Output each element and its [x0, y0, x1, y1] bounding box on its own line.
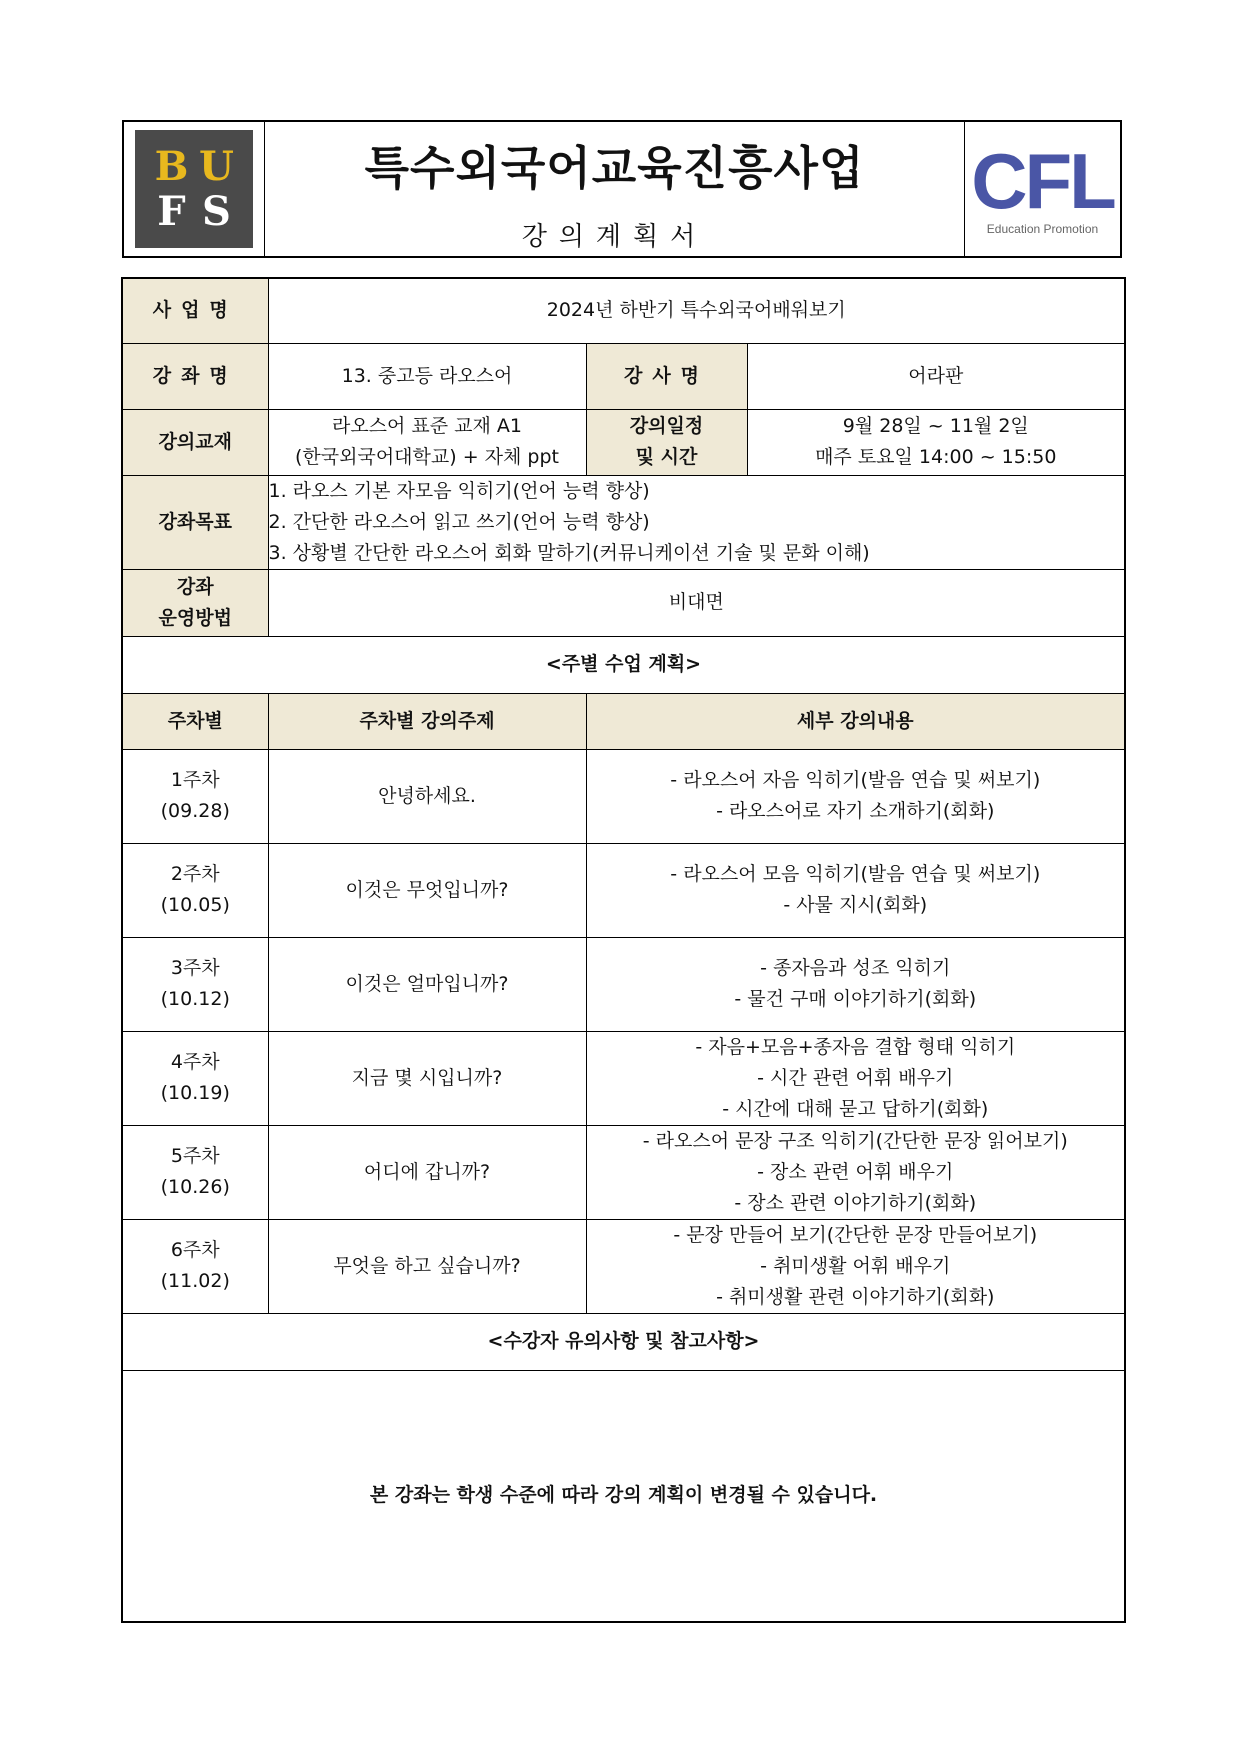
method-value: 비대면 — [268, 569, 1125, 636]
weekly-section-title: <주별 수업 계획> — [122, 636, 1125, 693]
col-topic-header: 주차별 강의주제 — [268, 693, 586, 749]
schedule-label-line: 및 시간 — [635, 446, 698, 468]
method-row — [122, 569, 1125, 636]
detail-item: - 라오스어 자음 익히기(발음 연습 및 써보기) — [670, 769, 1041, 791]
detail-item: - 사물 지시(회화) — [783, 894, 928, 916]
project-row — [122, 278, 1125, 343]
project-label: 사업명 — [122, 278, 268, 343]
textbook-value — [268, 409, 586, 475]
week-date: (10.19) — [160, 1082, 230, 1104]
method-label — [122, 569, 268, 636]
week-details — [586, 843, 1125, 937]
detail-item: - 취미생활 어휘 배우기 — [760, 1254, 951, 1277]
schedule-line: 매주 토요일 14:00 ~ 15:50 — [815, 446, 1057, 468]
goals-row — [122, 475, 1125, 569]
week-date: (09.28) — [160, 800, 230, 822]
week-number: 5주차 — [170, 1145, 220, 1167]
document-title: 특수외국어교육진흥사업 — [364, 140, 865, 195]
week-number: 6주차 — [170, 1239, 220, 1261]
week-cell — [122, 1219, 268, 1313]
week-date: (10.12) — [160, 988, 230, 1010]
bufs-logo-letter: B — [154, 142, 189, 190]
week-topic: 지금 몇 시입니까? — [268, 1031, 586, 1125]
schedule-label-line: 강의일정 — [629, 415, 704, 437]
detail-item: - 시간 관련 어휘 배우기 — [757, 1066, 954, 1089]
bufs-logo-cell — [124, 122, 265, 256]
textbook-row — [122, 409, 1125, 475]
notes-row — [122, 1370, 1125, 1622]
week-cell — [122, 749, 268, 843]
detail-item: - 장소 관련 이야기하기(회화) — [734, 1191, 977, 1214]
detail-item: - 종자음과 성조 익히기 — [760, 957, 951, 979]
week-row — [122, 749, 1125, 843]
week-date: (11.02) — [160, 1270, 230, 1292]
notes-section-row — [122, 1313, 1125, 1370]
detail-item: - 라오스어 모음 익히기(발음 연습 및 써보기) — [670, 863, 1041, 885]
week-details — [586, 937, 1125, 1031]
document-header — [122, 120, 1122, 258]
col-detail-header: 세부 강의내용 — [586, 693, 1125, 749]
method-label-line: 운영방법 — [158, 606, 232, 629]
schedule-value — [747, 409, 1125, 475]
bufs-logo-letter: S — [202, 187, 231, 235]
course-plan-table — [121, 277, 1126, 1623]
week-topic: 어디에 갑니까? — [268, 1125, 586, 1219]
instructor-value: 어라판 — [747, 343, 1125, 409]
cfl-logo — [964, 122, 1120, 256]
col-week-header: 주차별 — [122, 693, 268, 749]
detail-item: - 자음+모음+종자음 결합 형태 익히기 — [695, 1035, 1016, 1058]
goals-value — [268, 475, 1125, 569]
textbook-line: 라오스어 표준 교재 A1 — [331, 415, 523, 437]
schedule-label — [586, 409, 747, 475]
week-row — [122, 937, 1125, 1031]
document-subtitle: 강의계획서 — [521, 221, 708, 252]
goal-item: 1. 라오스 기본 자모음 익히기(언어 능력 향상) — [268, 479, 650, 502]
cfl-logo-subtext: Education Promotion — [986, 222, 1099, 236]
textbook-label: 강의교재 — [122, 409, 268, 475]
week-date: (10.26) — [160, 1176, 230, 1198]
method-label-line: 강좌 — [176, 575, 214, 598]
week-date: (10.05) — [160, 894, 230, 916]
textbook-line: (한국외국어대학교) + 자체 ppt — [295, 446, 559, 468]
detail-item: - 라오스어 문장 구조 익히기(간단한 문장 읽어보기) — [642, 1129, 1068, 1152]
week-cell — [122, 937, 268, 1031]
notes-text: 본 강좌는 학생 수준에 따라 강의 계획이 변경될 수 있습니다. — [122, 1370, 1125, 1622]
notes-section-title: <수강자 유의사항 및 참고사항> — [122, 1313, 1125, 1370]
bufs-logo-letter: F — [157, 187, 186, 235]
week-topic: 이것은 얼마입니까? — [268, 937, 586, 1031]
detail-item: - 시간에 대해 묻고 답하기(회화) — [722, 1097, 989, 1120]
cfl-logo-text: CFL — [971, 137, 1114, 225]
goal-item: 2. 간단한 라오스어 읽고 쓰기(언어 능력 향상) — [268, 510, 650, 533]
weekly-section-row — [122, 636, 1125, 693]
week-details — [586, 1031, 1125, 1125]
week-row — [122, 1031, 1125, 1125]
week-cell — [122, 1031, 268, 1125]
week-cell — [122, 843, 268, 937]
goal-item: 3. 상황별 간단한 라오스어 회화 말하기(커뮤니케이션 기술 및 문화 이해) — [268, 541, 870, 564]
title-area — [265, 122, 964, 256]
bufs-logo — [135, 130, 253, 248]
week-number: 1주차 — [170, 769, 220, 791]
week-details — [586, 1125, 1125, 1219]
detail-item: - 취미생활 관련 이야기하기(회화) — [716, 1285, 995, 1308]
week-number: 4주차 — [170, 1051, 220, 1073]
schedule-line: 9월 28일 ~ 11월 2일 — [842, 415, 1029, 437]
week-details — [586, 1219, 1125, 1313]
bufs-logo-letter: U — [199, 142, 234, 190]
week-row — [122, 843, 1125, 937]
week-topic: 무엇을 하고 싶습니까? — [268, 1219, 586, 1313]
weekly-header-row — [122, 693, 1125, 749]
course-row — [122, 343, 1125, 409]
instructor-label: 강사명 — [586, 343, 747, 409]
week-cell — [122, 1125, 268, 1219]
week-details — [586, 749, 1125, 843]
goals-label: 강좌목표 — [122, 475, 268, 569]
detail-item: - 물건 구매 이야기하기(회화) — [734, 988, 977, 1010]
detail-item: - 장소 관련 어휘 배우기 — [757, 1160, 954, 1183]
project-value: 2024년 하반기 특수외국어배워보기 — [268, 278, 1125, 343]
detail-item: - 라오스어로 자기 소개하기(회화) — [716, 800, 995, 822]
week-topic: 이것은 무엇입니까? — [268, 843, 586, 937]
week-topic: 안녕하세요. — [268, 749, 586, 843]
week-number: 2주차 — [170, 863, 220, 885]
week-number: 3주차 — [170, 957, 220, 979]
course-label: 강좌명 — [122, 343, 268, 409]
week-row — [122, 1125, 1125, 1219]
detail-item: - 문장 만들어 보기(간단한 문장 만들어보기) — [673, 1223, 1038, 1246]
course-value: 13. 중고등 라오스어 — [268, 343, 586, 409]
week-row — [122, 1219, 1125, 1313]
